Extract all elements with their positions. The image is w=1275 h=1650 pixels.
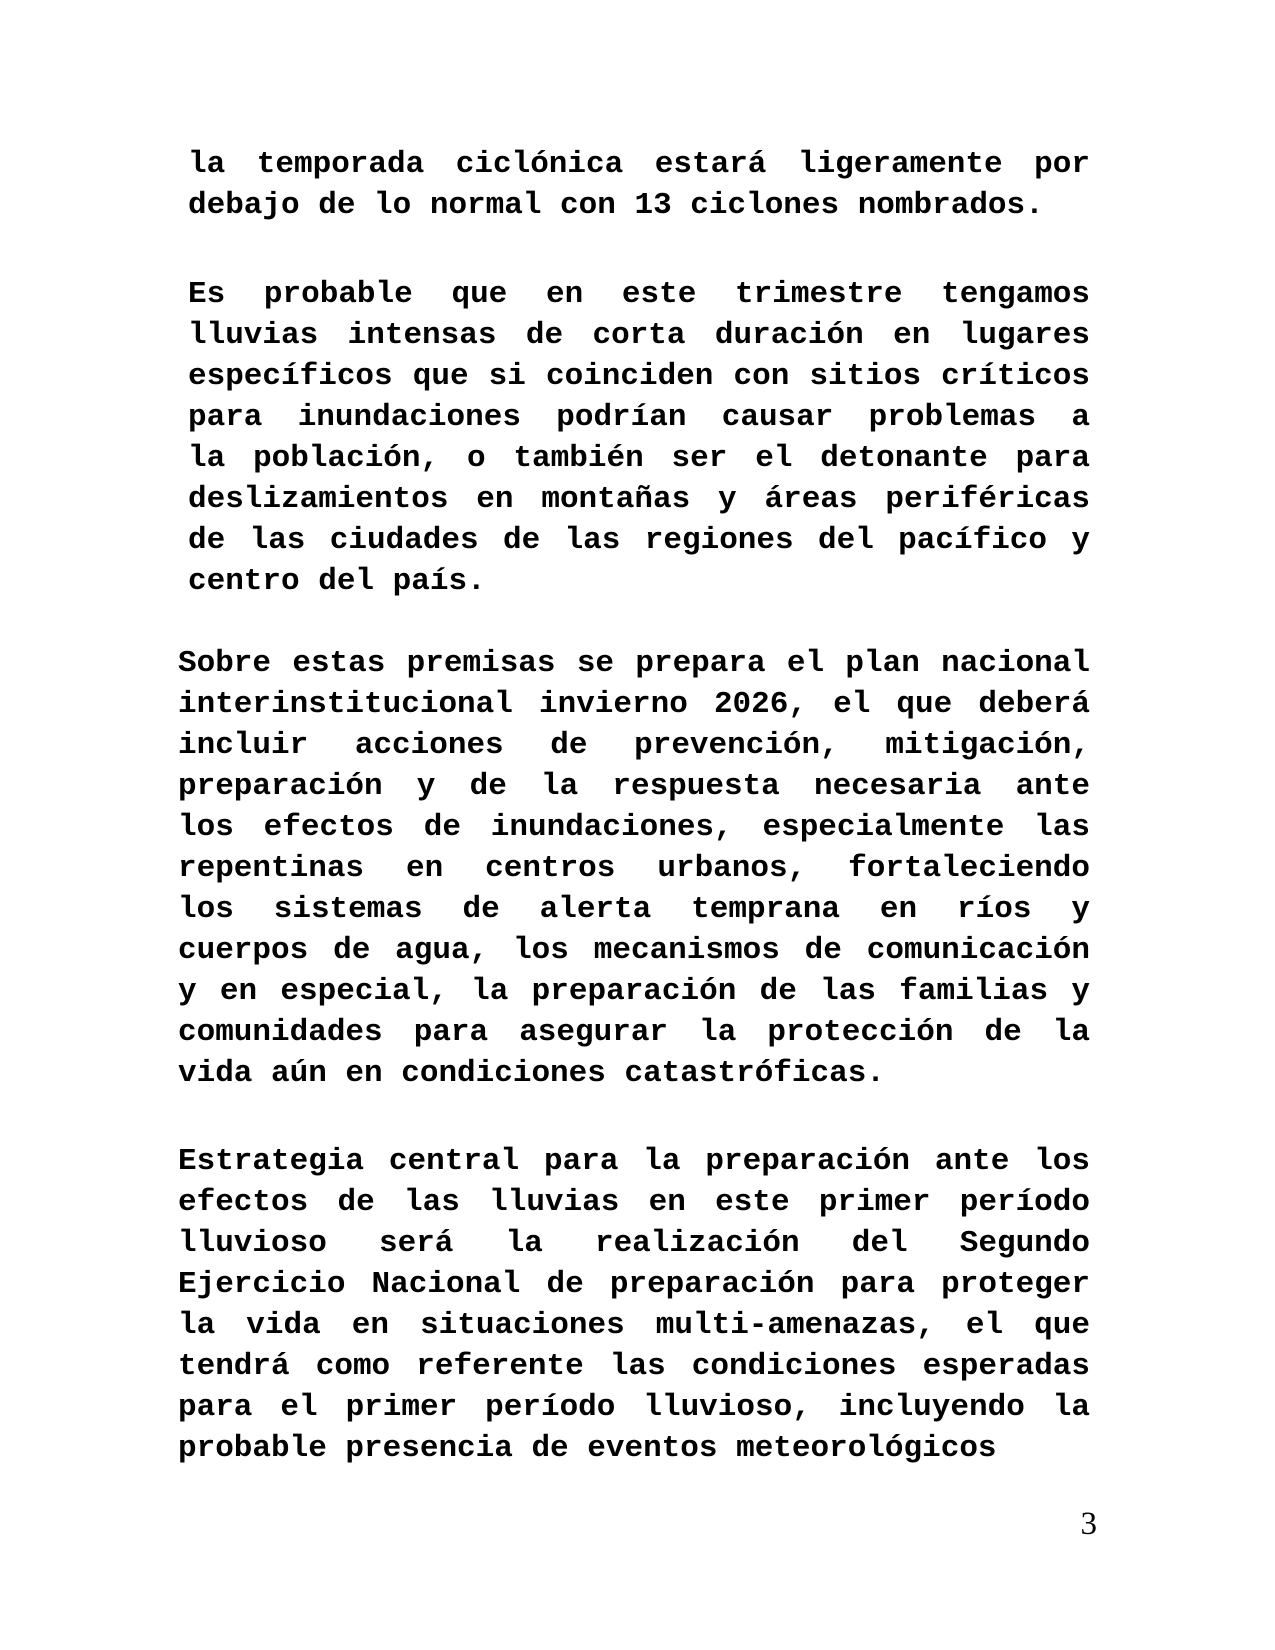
text-line: y en especial, la preparación de las familias y xyxy=(178,974,1090,1009)
text-line: Ejercicio Nacional de preparación para proteger xyxy=(178,1267,1090,1302)
text-line: cuerpos de agua, los mecanismos de comunicación xyxy=(178,933,1090,968)
text-line: comunidades para asegurar la protección de la xyxy=(178,1015,1090,1050)
text-line: la población, o también ser el detonante para xyxy=(188,441,1090,476)
text-line: tendrá como referente las condiciones esperadas xyxy=(178,1349,1090,1384)
text-line: lluvias intensas de corta duración en lugares xyxy=(188,318,1090,353)
paragraph xyxy=(178,274,1090,602)
paragraph xyxy=(178,643,1090,1094)
text-line: preparación y de la respuesta necesaria ante xyxy=(178,769,1090,804)
text-line: incluir acciones de prevención, mitigación, xyxy=(178,728,1090,763)
text-line: Estrategia central para la preparación ante los xyxy=(178,1144,1090,1179)
text-line: debajo de lo normal con 13 ciclones nombrados. xyxy=(188,188,1044,223)
text-line: los sistemas de alerta temprana en ríos y xyxy=(178,892,1090,927)
text-line: para el primer período lluvioso, incluyendo la xyxy=(178,1390,1090,1425)
text-line: específicos que si coinciden con sitios críticos xyxy=(188,359,1090,394)
text-line: vida aún en condiciones catastróficas. xyxy=(178,1056,885,1091)
text-line: centro del país. xyxy=(188,564,486,599)
document-body xyxy=(178,144,1090,1469)
text-line: para inundaciones podrían causar problemas a xyxy=(188,400,1090,435)
text-line: la vida en situaciones multi-amenazas, el que xyxy=(178,1308,1090,1343)
text-line: efectos de las lluvias en este primer período xyxy=(178,1185,1090,1220)
paragraph xyxy=(178,144,1090,226)
text-line: lluvioso será la realización del Segundo xyxy=(178,1226,1090,1261)
text-line: los efectos de inundaciones, especialmente las xyxy=(178,810,1090,845)
text-line: la temporada ciclónica estará ligeramente por xyxy=(188,147,1090,182)
text-line: de las ciudades de las regiones del pacífico y xyxy=(188,523,1090,558)
text-line: interinstitucional invierno 2026, el que deberá xyxy=(178,687,1090,722)
text-line: deslizamientos en montañas y áreas periféricas xyxy=(188,482,1090,517)
text-line: repentinas en centros urbanos, fortaleciendo xyxy=(178,851,1090,886)
text-line: Sobre estas premisas se prepara el plan nacional xyxy=(178,646,1090,681)
page-number: 3 xyxy=(1080,1506,1097,1542)
text-line: probable presencia de eventos meteorológicos xyxy=(178,1431,997,1466)
text-line: Es probable que en este trimestre tengamos xyxy=(188,277,1090,312)
paragraph xyxy=(178,1141,1090,1469)
